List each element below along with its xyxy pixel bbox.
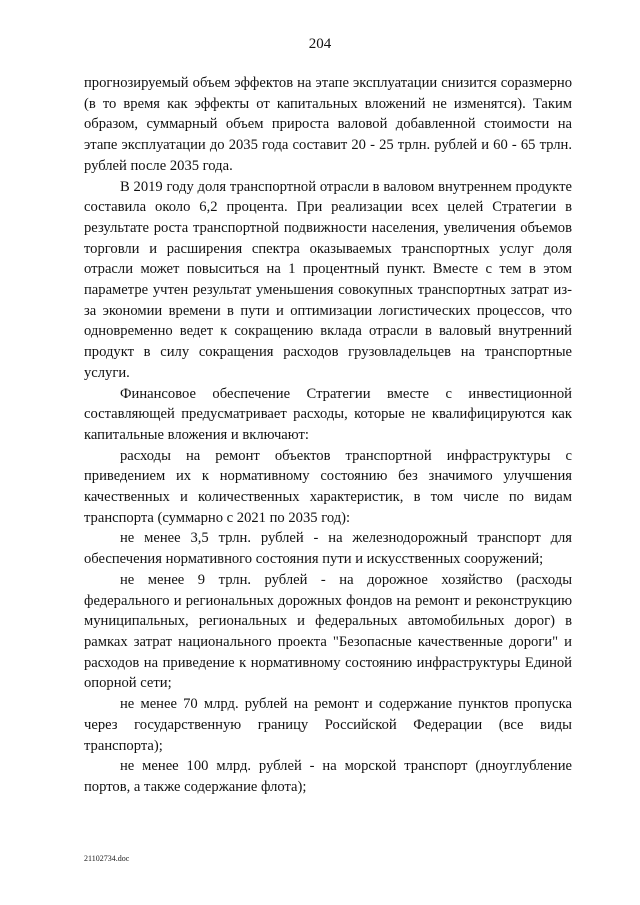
page-number: 204 xyxy=(308,36,332,52)
document-body xyxy=(84,73,572,798)
list-item-railway: не менее 3,5 трлн. рублей - на железнодорожный транспорт для обеспечения нормативного состояния пути и искусственных сооружений; xyxy=(84,530,572,568)
list-item-border-crossings: не менее 70 млрд. рублей на ремонт и содержание пунктов пропуска через государственную границу Российской Федерации (все виды транспорта); xyxy=(84,696,572,754)
paragraph-value-added: прогнозируемый объем эффектов на этапе эксплуатации снизится соразмерно (в то время как эффекты от капитальных вложений не изменятся). Таким образом, суммарный объем прироста валовой добавленной стоимости на этапе эксплуатации до 2035 года составит 20 - 25 трлн. рублей и 60 - 65 трлн. рублей после 2035 года. xyxy=(84,75,572,174)
list-item-roads: не менее 9 трлн. рублей - на дорожное хозяйство (расходы федерального и региональных дорожных фондов на ремонт и реконструкцию муниципальных, региональных и федеральных автомобильных дорог) в рамках затрат национального проекта "Безопасные качественные дороги" и расходов на приведение к нормативному состоянию инфраструктуры Единой опорной сети; xyxy=(84,571,572,692)
paragraph-repair-costs: расходы на ремонт объектов транспортной инфраструктуры с приведением их к нормативному состоянию без значимого улучшения качественных и количественных характеристик, в том числе по видам транспорта (суммарно с 2021 по 2035 год): xyxy=(84,447,572,526)
document-footer: 21102734.doc xyxy=(84,854,130,863)
paragraph-gdp-share: В 2019 году доля транспортной отрасли в валовом внутреннем продукте составила около 6,2 процента. При реализации всех целей Стратегии в результате роста транспортной подвижности населения, увеличения объемов торговли и расширения спектра оказываемых транспортных услуг доля отрасли может повыситься на 1 процентный пункт. Вместе с тем в этом параметре учтен результат уменьшения совокупных транспортных затрат из-за экономии времени в пути и оптимизации логистических процессов, что одновременно ведет к сокращению вклада отрасли в валовый внутренний продукт в силу сокращения расходов грузовладельцев на транспортные услуги. xyxy=(84,178,572,381)
paragraph-financing: Финансовое обеспечение Стратегии вместе с инвестиционной составляющей предусматривает расходы, которые не квалифицируются как капитальные вложения и включают: xyxy=(84,385,572,443)
list-item-maritime: не менее 100 млрд. рублей - на морской транспорт (дноуглубление портов, а также содержание флота); xyxy=(84,758,572,795)
